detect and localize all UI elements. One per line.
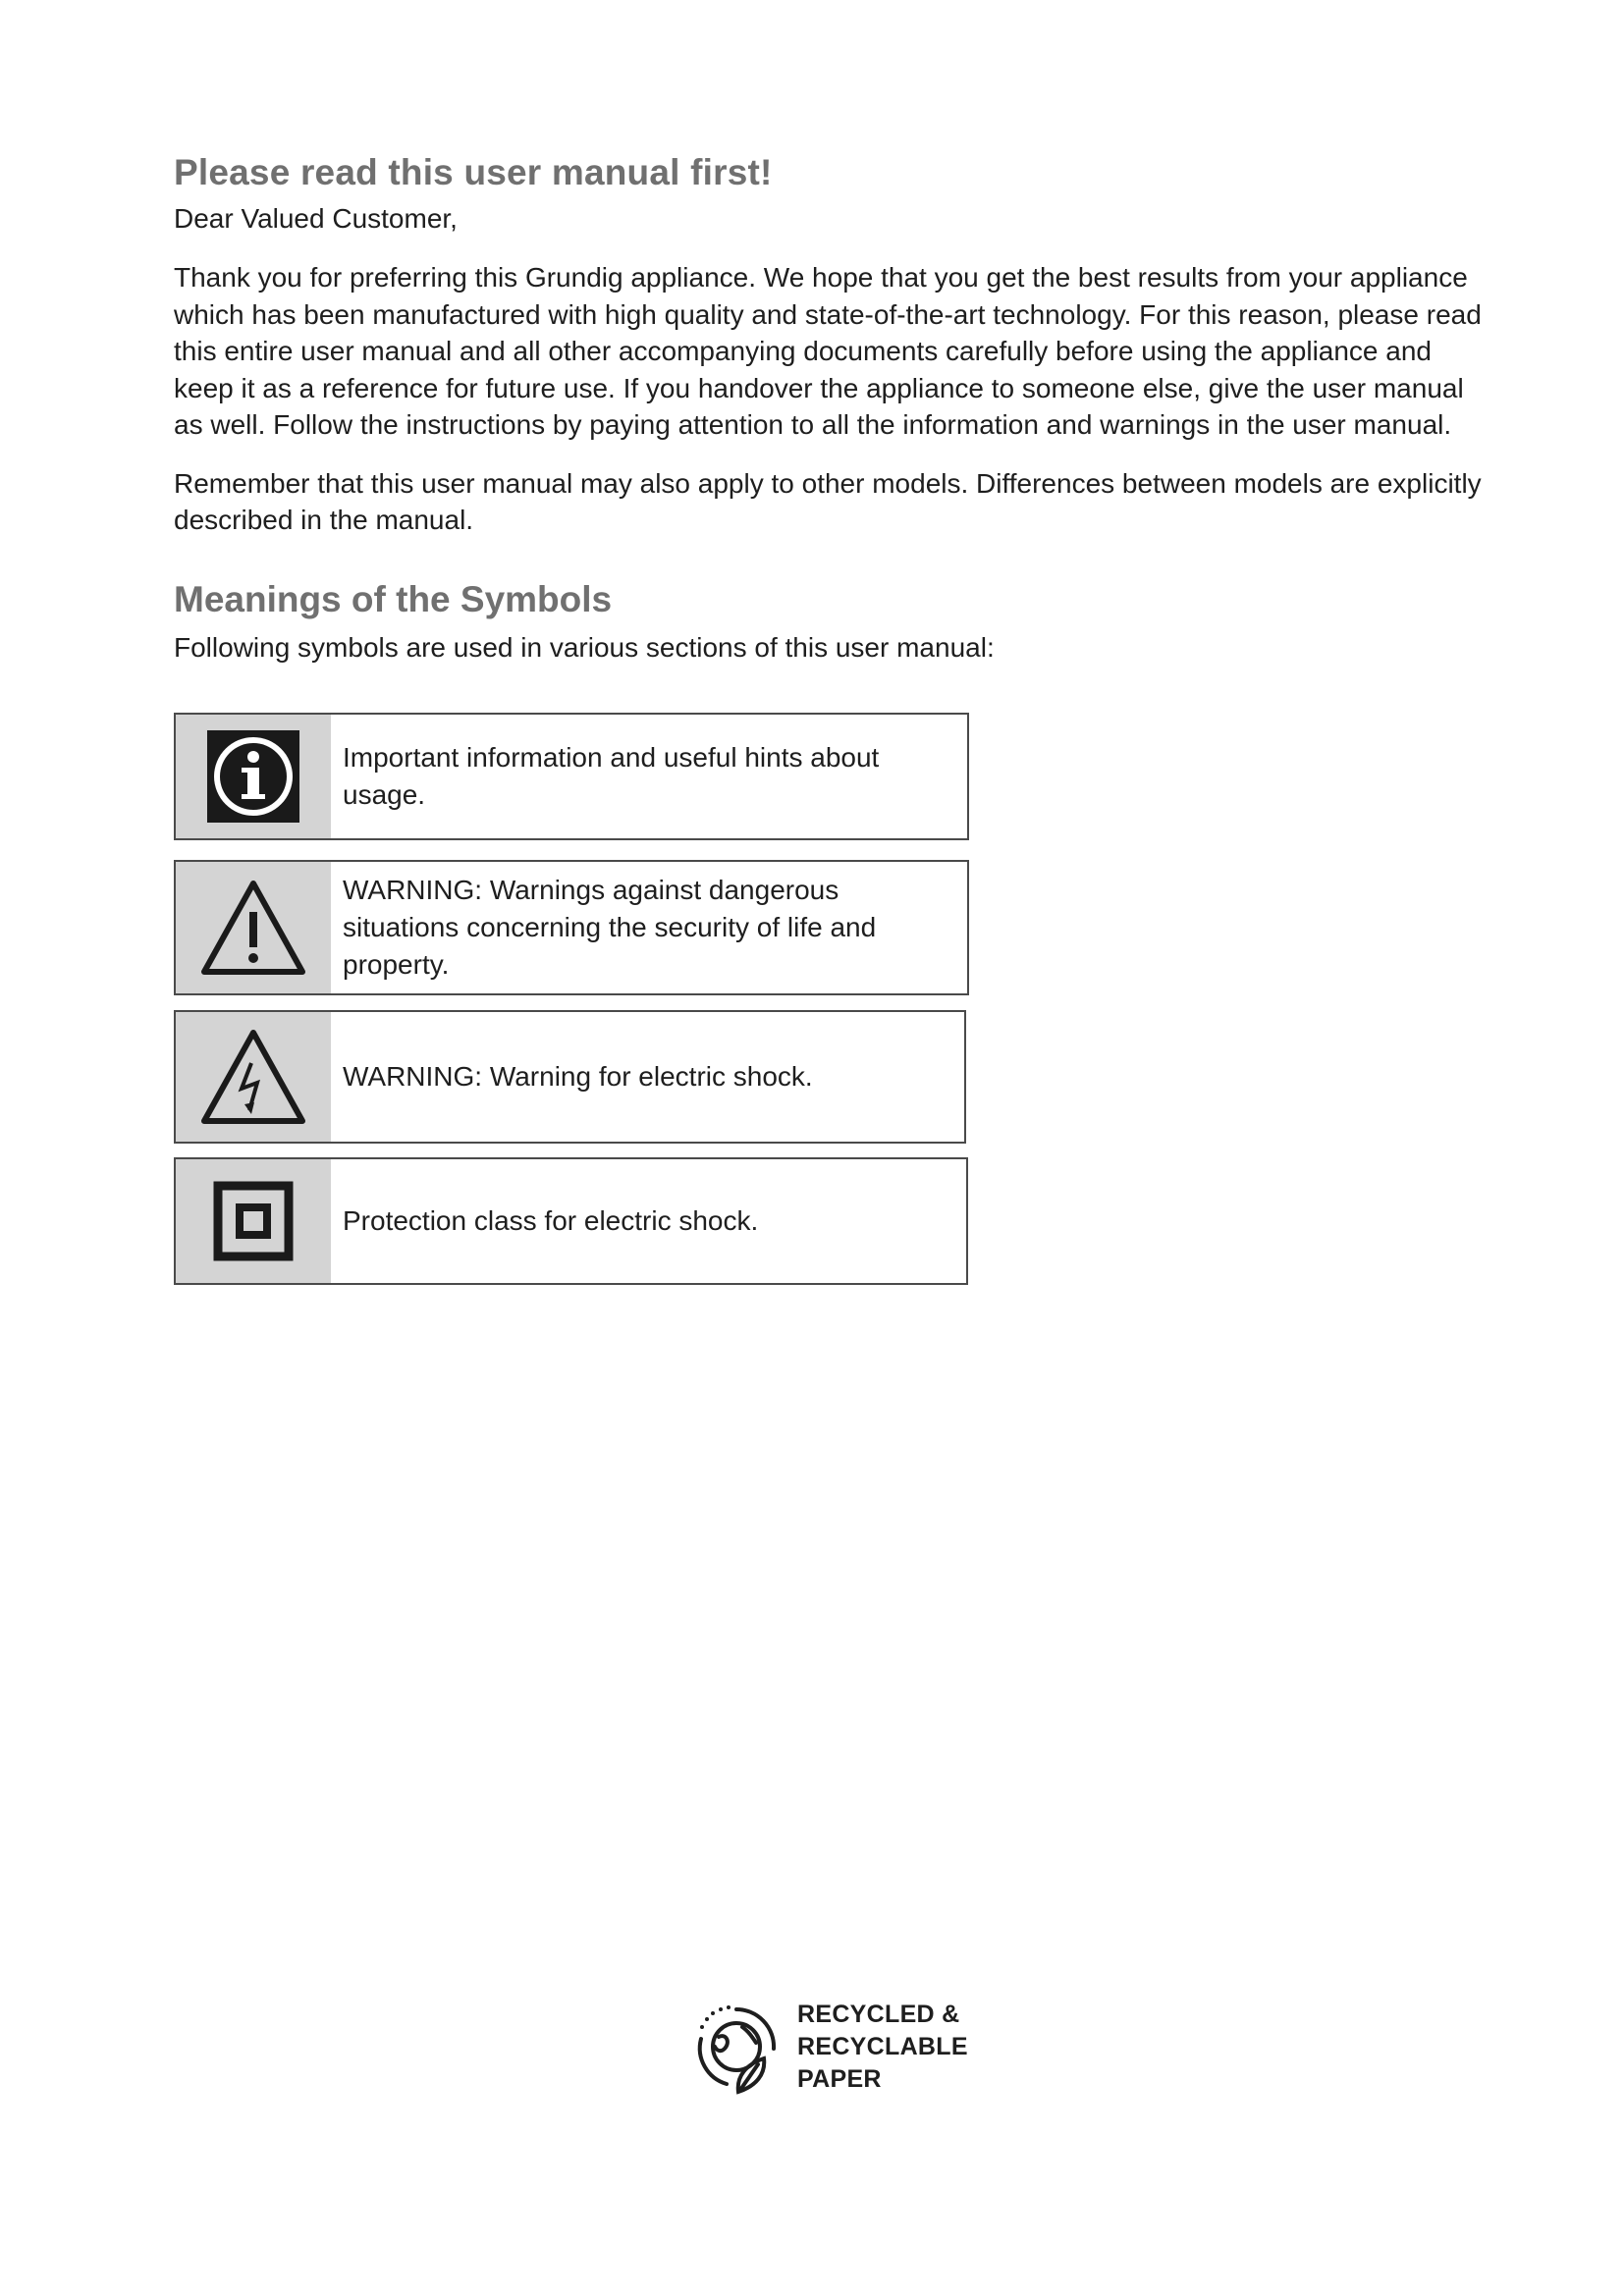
symbol-text-info: Important information and useful hints about usage.: [343, 742, 880, 810]
recycle-line-2: RECYCLABLE: [797, 2032, 968, 2060]
greeting: Dear Valued Customer,: [174, 203, 458, 234]
symbols-intro: Following symbols are used in various sections of this user manual:: [174, 631, 995, 663]
recycled-paper-logo: [687, 1993, 972, 2101]
paragraph-thank-you: Thank you for preferring this Grundig appliance. We hope that you get the best results from your appliance which has been manufactured with high quality and state-of-the-art technology. For this reason, please read this entire user manual and all other accompanying documents carefully before using the appliance and keep it as a reference for future use. If you handover the appliance to someone else, give the user manual as well. Follow the instructions by paying attention to all the information and warnings in the user manual.: [174, 262, 1482, 440]
electric-shock-icon: [176, 1012, 331, 1142]
symbol-text-electric: WARNING: Warning for electric shock.: [343, 1061, 813, 1092]
info-icon: [176, 715, 331, 838]
recycled-paper-label: [797, 1999, 968, 2096]
recycle-line-1: RECYCLED &: [797, 2000, 960, 2028]
warning-triangle-icon: [176, 862, 331, 993]
symbol-row-electric: [174, 1010, 966, 1144]
symbol-text-protection: Protection class for electric shock.: [343, 1205, 759, 1236]
symbol-row-warning: [174, 860, 969, 995]
recycle-line-3: PAPER: [797, 2064, 882, 2093]
symbol-row-info: [174, 713, 969, 840]
symbol-row-protection: [174, 1157, 968, 1285]
intro-section: [174, 147, 1489, 667]
recycle-leaf-globe-icon: [687, 1998, 785, 2096]
paragraph-models: Remember that this user manual may also apply to other models. Differences between models are explicitly described in the manual.: [174, 467, 1482, 535]
page-title: Please read this user manual first!: [174, 152, 773, 192]
protection-class-icon: [176, 1159, 331, 1283]
symbols-heading: Meanings of the Symbols: [174, 578, 613, 619]
symbol-text-warning: WARNING: Warnings against dangerous situations concerning the security of life and property.: [343, 875, 877, 980]
